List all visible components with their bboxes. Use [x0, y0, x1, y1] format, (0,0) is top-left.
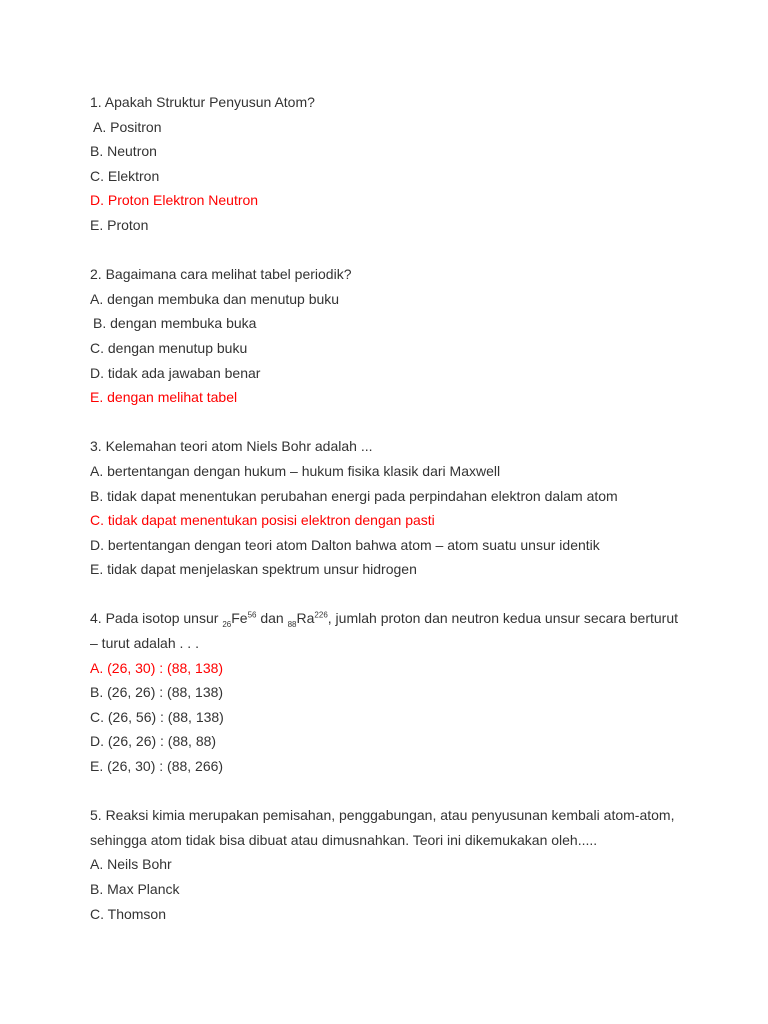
- question-4-text: [90, 606, 710, 631]
- q5-option-c: C. Thomson: [90, 905, 166, 922]
- q3-option-e: E. tidak dapat menjelaskan spektrum unsur hidrogen: [90, 561, 417, 578]
- q4-option-a-correct: A. (26, 30) : (88, 138): [90, 659, 224, 676]
- spacer: [90, 238, 710, 263]
- spacer: [90, 410, 710, 435]
- fe-symbol: Fe: [231, 610, 248, 627]
- q3-option-b: B. tidak dapat menentukan perubahan energi pada perpindahan elektron dalam atom: [90, 487, 618, 504]
- q2-option-d: D. tidak ada jawaban benar: [90, 364, 261, 381]
- q4-option-e: E. (26, 30) : (88, 266): [90, 758, 224, 775]
- fe-mass-number: 56: [247, 610, 257, 620]
- spacer: [90, 779, 710, 804]
- question-2-text: 2. Bagaimana cara melihat tabel periodik?: [90, 266, 352, 283]
- q1-option-d-correct: D. Proton Elektron Neutron: [90, 192, 259, 209]
- document-page: [90, 90, 710, 926]
- q4-option-b: B. (26, 26) : (88, 138): [90, 684, 224, 701]
- q4-prefix: 4. Pada isotop unsur: [90, 610, 223, 627]
- fe-atomic-number: 26: [222, 620, 232, 630]
- q1-option-e: E. Proton: [90, 216, 149, 233]
- q3-option-d: D. bertentangan dengan teori atom Dalton bahwa atom – atom suatu unsur identik: [90, 536, 600, 553]
- question-1-text: 1. Apakah Struktur Penyusun Atom?: [90, 94, 315, 110]
- ra-mass-number: 226: [314, 610, 328, 620]
- q1-option-b: B. Neutron: [90, 143, 157, 160]
- spacer: [90, 582, 710, 607]
- q1-option-c: C. Elektron: [90, 167, 160, 184]
- question-5-text-line1: 5. Reaksi kimia merupakan pemisahan, penggabungan, atau penyusunan kembali atom-atom,: [90, 807, 675, 824]
- q4-option-d: D. (26, 26) : (88, 88): [90, 733, 217, 750]
- q1-option-a: A. Positron: [93, 118, 162, 135]
- q4-middle: dan: [256, 610, 288, 627]
- question-5-text-line2: sehingga atom tidak bisa dibuat atau dimusnahkan. Teori ini dikemukakan oleh.....: [90, 831, 598, 848]
- q2-option-c: C. dengan menutup buku: [90, 339, 248, 356]
- q3-option-a: A. bertentangan dengan hukum – hukum fisika klasik dari Maxwell: [90, 462, 501, 479]
- ra-symbol: Ra: [296, 610, 315, 627]
- q3-option-c-correct: C. tidak dapat menentukan posisi elektron dengan pasti: [90, 512, 435, 529]
- q2-option-b: B. dengan membuka buka: [93, 315, 257, 332]
- q2-option-e-correct: E. dengan melihat tabel: [90, 389, 238, 406]
- q5-option-b: B. Max Planck: [90, 881, 180, 897]
- question-4-text-line2: – turut adalah . . .: [90, 635, 199, 652]
- q4-suffix: , jumlah proton dan neutron kedua unsur secara berturut: [327, 610, 678, 627]
- q4-option-c: C. (26, 56) : (88, 138): [90, 708, 224, 725]
- ra-atomic-number: 88: [287, 620, 297, 630]
- q5-option-a: A. Neils Bohr: [90, 856, 172, 873]
- q2-option-a: A. dengan membuka dan menutup buku: [90, 290, 340, 307]
- question-3-text: 3. Kelemahan teori atom Niels Bohr adalah ...: [90, 438, 373, 455]
